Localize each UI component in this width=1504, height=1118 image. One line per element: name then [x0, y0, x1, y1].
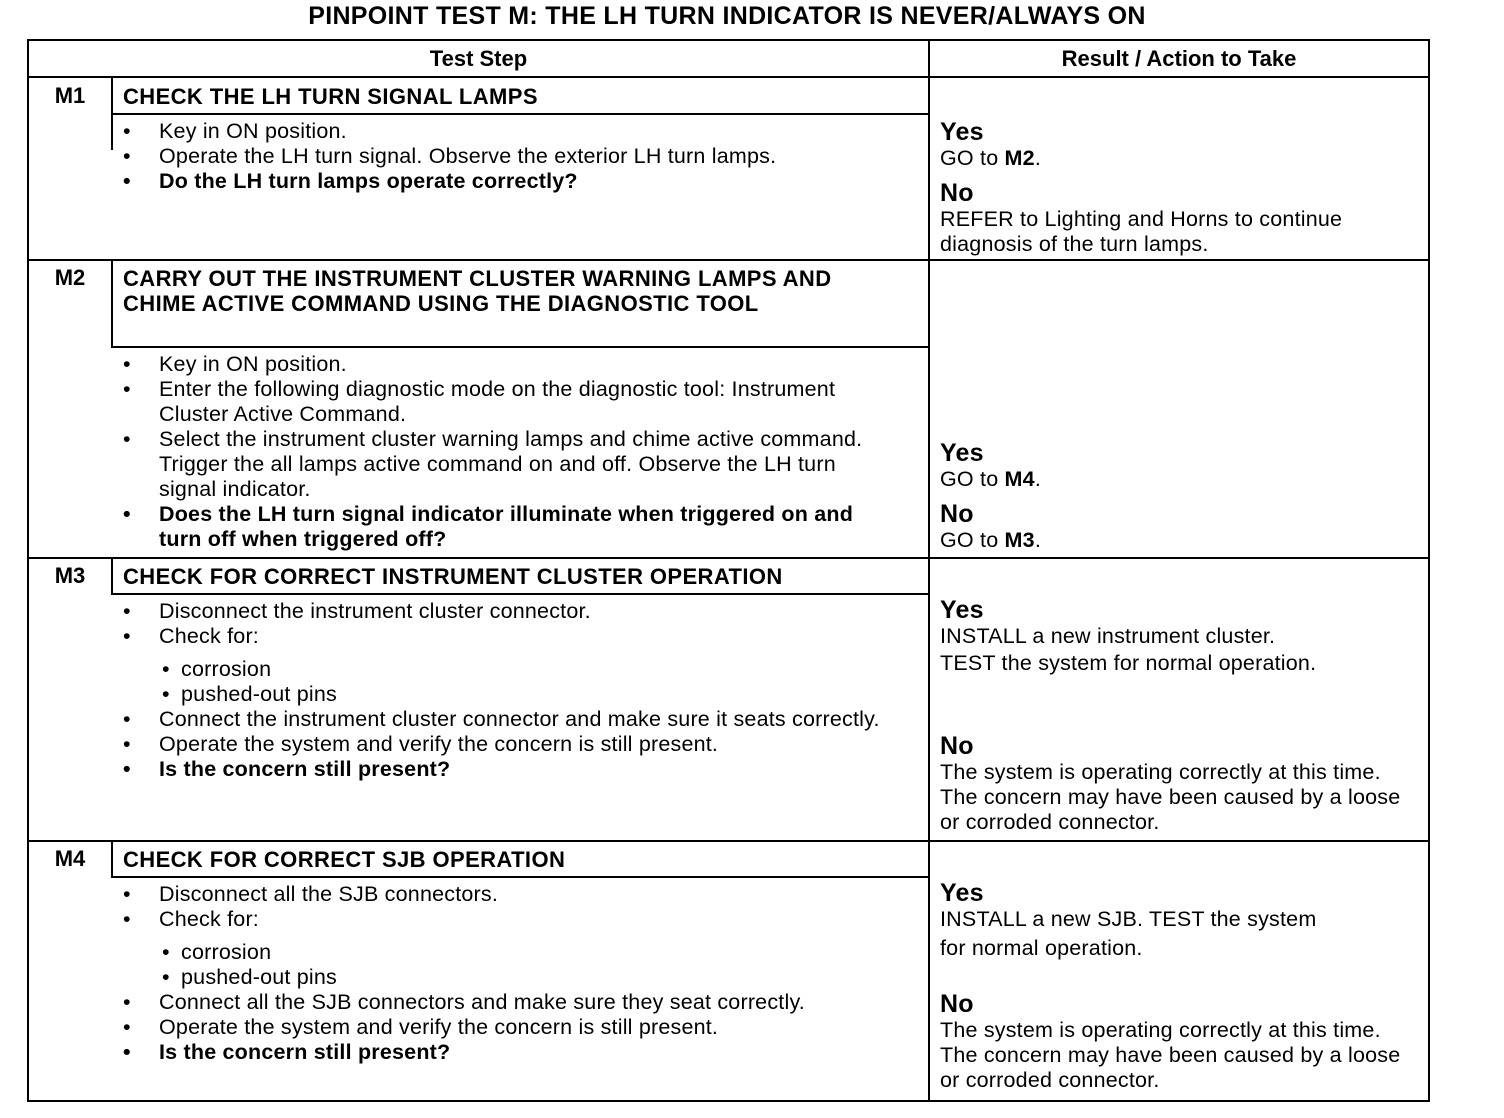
goto-target: M3: [1004, 528, 1035, 552]
list-item: • Check for:: [113, 907, 868, 932]
step-title-m2: CARRY OUT THE INSTRUMENT CLUSTER WARNING LAMPS AND CHIME ACTIVE COMMAND USING THE DIAGNOSTIC TOOL: [123, 266, 832, 316]
m4-title-rule: [111, 876, 928, 878]
m2-title-rule: [111, 346, 928, 348]
no-label: No: [940, 732, 974, 760]
no-text-end: .: [1034, 528, 1041, 552]
yes-text: GO to: [940, 467, 1005, 491]
no-text: The system is operating correctly at this time. The concern may have been caused by a loose or corroded connector.: [940, 1018, 1401, 1092]
list-item: • Connect the instrument cluster connector and make sure it seats correctly.: [113, 707, 908, 732]
result-m3: [930, 559, 1428, 840]
list-item: • Disconnect all the SJB connectors.: [113, 882, 868, 907]
step-id-m1: M1: [54, 83, 86, 108]
goto-target: M4: [1004, 467, 1035, 491]
list-item: • Is the concern still present?: [113, 1040, 868, 1065]
step-body-m2: [113, 352, 928, 552]
step-body-m4: [113, 882, 928, 1065]
no-label: No: [940, 990, 974, 1018]
list-item: • Operate the system and verify the concern is still present.: [113, 1015, 868, 1040]
list-item: • Is the concern still present?: [113, 757, 908, 782]
yes-label: Yes: [940, 879, 984, 907]
yes-label: Yes: [940, 118, 984, 146]
no-text: GO to: [940, 528, 1005, 552]
sub-list-item: • pushed-out pins: [159, 965, 928, 990]
yes-text-end: .: [1034, 146, 1041, 170]
no-text: The system is operating correctly at this time. The concern may have been caused by a loose or corroded connector.: [940, 760, 1401, 834]
yes-text: INSTALL a new SJB. TEST the system: [940, 907, 1317, 931]
step-title-m1: CHECK THE LH TURN SIGNAL LAMPS: [123, 84, 538, 109]
no-label: No: [940, 179, 974, 207]
step-id-m3: M3: [54, 563, 86, 588]
list-item: • Key in ON position.: [113, 352, 888, 377]
step-body-m3: [113, 599, 928, 782]
list-item: • Does the LH turn signal indicator illuminate when triggered on and turn off when triggered off?: [113, 502, 888, 552]
list-item: • Check for:: [113, 624, 908, 649]
yes-text: GO to: [940, 146, 1005, 170]
no-label: No: [940, 500, 974, 528]
page-title: PINPOINT TEST M: THE LH TURN INDICATOR IS NEVER/ALWAYS ON: [308, 2, 1146, 30]
step-id-m2: M2: [54, 265, 86, 290]
list-item: • Operate the LH turn signal. Observe the exterior LH turn lamps.: [113, 144, 928, 169]
result-m2: [930, 261, 1428, 557]
header-result: Result / Action to Take: [1061, 46, 1297, 71]
result-m4: [930, 842, 1428, 1100]
step-id-m4: M4: [54, 846, 86, 871]
goto-target: M2: [1004, 146, 1035, 170]
sub-list-item: • corrosion: [159, 940, 928, 965]
step-body-m1: [113, 119, 928, 194]
yes-label: Yes: [940, 596, 984, 624]
yes-text: INSTALL a new instrument cluster.: [940, 624, 1276, 648]
list-item: • Connect all the SJB connectors and make sure they seat correctly.: [113, 990, 868, 1015]
pinpoint-test-table: [27, 39, 1430, 1102]
header-test-step: Test Step: [429, 46, 528, 71]
list-item: • Operate the system and verify the concern is still present.: [113, 732, 908, 757]
yes-text-end: .: [1034, 467, 1041, 491]
list-item: • Disconnect the instrument cluster connector.: [113, 599, 908, 624]
no-text: REFER to Lighting and Horns to continue diagnosis of the turn lamps.: [940, 207, 1343, 256]
m1-title-rule: [111, 113, 928, 115]
list-item: • Select the instrument cluster warning lamps and chime active command. Trigger the all lamps active command on and off. Observe the LH turn signal indicator.: [113, 427, 888, 502]
step-title-m3: CHECK FOR CORRECT INSTRUMENT CLUSTER OPERATION: [123, 564, 783, 589]
result-m1: [930, 78, 1428, 259]
yes-label: Yes: [940, 439, 984, 467]
sub-list-item: • pushed-out pins: [159, 682, 928, 707]
yes-text-2: for normal operation.: [940, 936, 1143, 960]
list-item: • Enter the following diagnostic mode on the diagnostic tool: Instrument Cluster Active Command.: [113, 377, 888, 427]
list-item: • Key in ON position.: [113, 119, 928, 144]
yes-text-2: TEST the system for normal operation.: [940, 651, 1317, 675]
list-item: • Do the LH turn lamps operate correctly?: [113, 169, 928, 194]
m3-title-rule: [111, 593, 928, 595]
sub-list-item: • corrosion: [159, 657, 928, 682]
step-title-m4: CHECK FOR CORRECT SJB OPERATION: [123, 847, 566, 872]
